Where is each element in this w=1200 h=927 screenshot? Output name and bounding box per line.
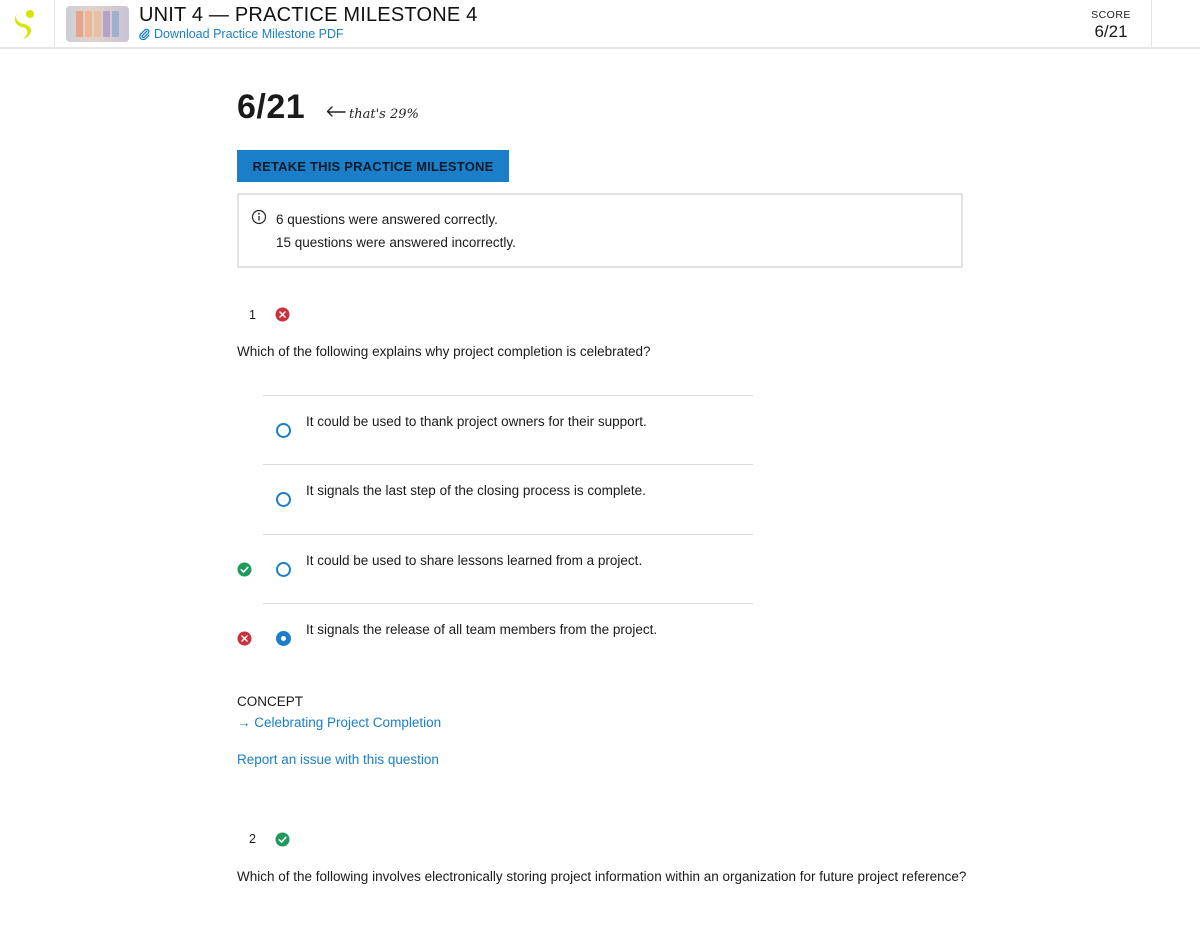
option-label: It could be used to thank project owners for their support. bbox=[306, 414, 647, 429]
option-radio[interactable] bbox=[276, 562, 291, 577]
option-label: It signals the last step of the closing process is complete. bbox=[306, 483, 646, 498]
option-divider bbox=[263, 603, 753, 604]
question-number: 1 bbox=[249, 308, 256, 322]
retake-button[interactable]: RETAKE THIS PRACTICE MILESTONE bbox=[237, 150, 509, 182]
question-text: Which of the following involves electronically storing project information within an organization for future project reference? bbox=[237, 869, 967, 884]
back-arrow-icon bbox=[326, 104, 346, 118]
paperclip-icon bbox=[139, 28, 150, 40]
option-radio[interactable] bbox=[276, 492, 291, 507]
milestone-thumbnail bbox=[66, 6, 129, 42]
top-bar bbox=[0, 0, 1200, 49]
concept-link[interactable]: → Celebrating Project Completion bbox=[237, 715, 442, 730]
concept-label: CONCEPT bbox=[237, 694, 304, 709]
option-radio[interactable] bbox=[276, 423, 291, 438]
option-label: It could be used to share lessons learned from a project. bbox=[306, 553, 643, 568]
percent-note: that's 29% bbox=[349, 107, 419, 122]
score-heading: 6/21 bbox=[237, 88, 306, 126]
option-divider bbox=[263, 395, 753, 396]
results-info-box bbox=[237, 193, 963, 268]
option-divider bbox=[263, 534, 753, 535]
option-label: It signals the release of all team members from the project. bbox=[306, 622, 658, 637]
question-number: 2 bbox=[249, 832, 256, 846]
correct-answer-icon bbox=[237, 562, 252, 577]
page-title: UNIT 4 — PRACTICE MILESTONE 4 bbox=[139, 4, 478, 26]
sophia-logo-icon bbox=[0, 0, 54, 47]
option-radio-selected[interactable] bbox=[276, 631, 291, 646]
score-value: 6/21 bbox=[1094, 22, 1128, 41]
option-divider bbox=[263, 464, 753, 465]
question-text: Which of the following explains why project completion is celebrated? bbox=[237, 344, 651, 359]
correct-count-text: 6 questions were answered correctly. bbox=[276, 212, 498, 227]
correct-icon bbox=[275, 832, 290, 847]
download-pdf-link[interactable] bbox=[139, 27, 344, 41]
score-box bbox=[1071, 0, 1152, 47]
incorrect-count-text: 15 questions were answered incorrectly. bbox=[276, 235, 516, 250]
report-issue-link[interactable]: Report an issue with this question bbox=[237, 752, 439, 767]
score-label: SCORE bbox=[1091, 9, 1131, 21]
incorrect-icon bbox=[275, 307, 290, 322]
download-pdf-label: Download Practice Milestone PDF bbox=[154, 27, 344, 41]
info-icon bbox=[251, 209, 267, 225]
logo[interactable] bbox=[0, 0, 55, 47]
incorrect-answer-icon bbox=[237, 631, 252, 646]
